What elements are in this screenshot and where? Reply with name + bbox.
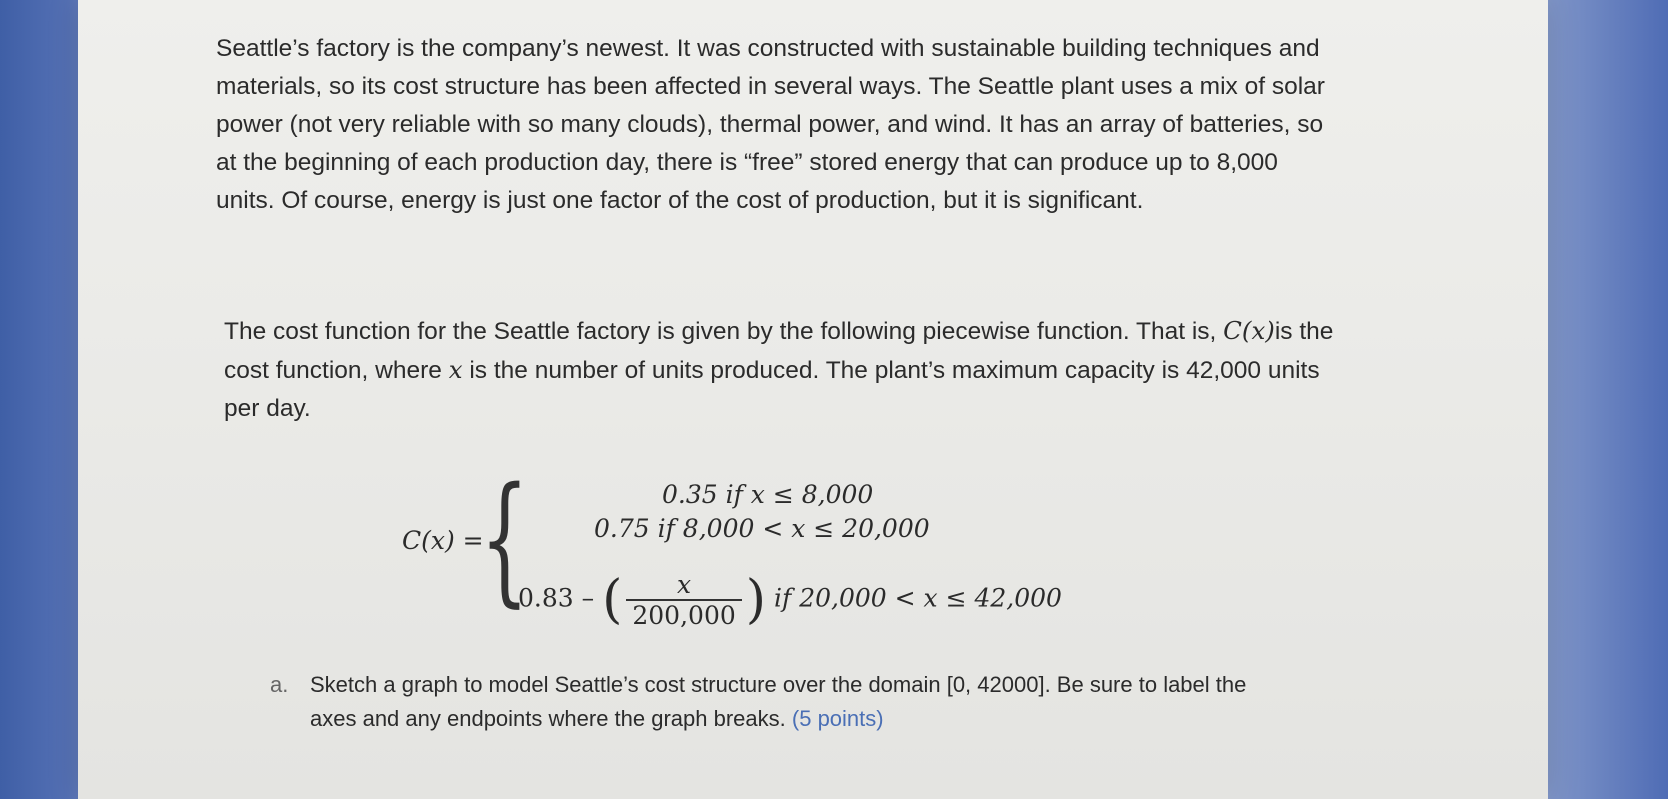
list-marker: a.	[270, 672, 289, 697]
left-paren-icon: (	[602, 570, 623, 630]
row3-prefix: 0.83 –	[518, 583, 595, 613]
row3-condition: if 20,000 < x ≤ 42,000	[774, 583, 1062, 613]
paragraph-line: power (not very reliable with so many clouds), thermal power, and wind. It has an array of batteries, so	[216, 111, 1324, 138]
piecewise-equation	[310, 458, 1070, 630]
math-inline: x	[448, 355, 463, 384]
text-run: cost function, where	[224, 357, 449, 384]
question-body: Sketch a graph to model Seattle’s cost structure over the domain [0, 42000]. Be sure to label the axes and any endpoints where the graph breaks.	[310, 672, 1247, 731]
text-run: The cost function for the Seattle factory is given by the following piecewise function. That is,	[224, 318, 1224, 345]
document-page	[78, 0, 1548, 799]
fraction-denominator: 200,000	[632, 601, 736, 630]
math-inline: C(x)	[1223, 316, 1275, 345]
paragraph-line	[224, 351, 1424, 390]
fraction-numerator: x	[626, 570, 741, 601]
fraction	[626, 570, 741, 630]
equation-row-2: 0.75 if 8,000 < x ≤ 20,000	[594, 514, 930, 543]
text-run: is the number of units produced. The plant’s maximum capacity is 42,000 units	[462, 357, 1320, 384]
left-brace-icon: {	[480, 458, 529, 621]
text-run: is the	[1274, 318, 1334, 345]
question-text	[310, 668, 1290, 736]
equation-row-3	[518, 570, 1062, 630]
paragraph-line: units. Of course, energy is just one factor of the cost of production, but it is significant.	[216, 187, 1144, 214]
paragraph-line: materials, so its cost structure has been affected in several ways. The Seattle plant uses a mix of solar	[216, 73, 1325, 100]
right-paren-icon: )	[745, 570, 767, 630]
paragraph-line	[224, 312, 1424, 351]
intro-paragraph	[216, 30, 1436, 220]
paragraph-line: at the beginning of each production day, there is “free” stored energy that can produce up to 8,000	[216, 149, 1278, 176]
points-label: (5 points)	[791, 706, 884, 731]
paragraph-line: per day.	[224, 395, 311, 422]
equation-lhs: C(x) =	[402, 526, 484, 555]
paragraph-line: Seattle’s factory is the company’s newest. It was constructed with sustainable building techniques and	[216, 35, 1320, 62]
equation-row-1: 0.35 if x ≤ 8,000	[662, 480, 874, 509]
cost-function-paragraph	[224, 312, 1424, 428]
